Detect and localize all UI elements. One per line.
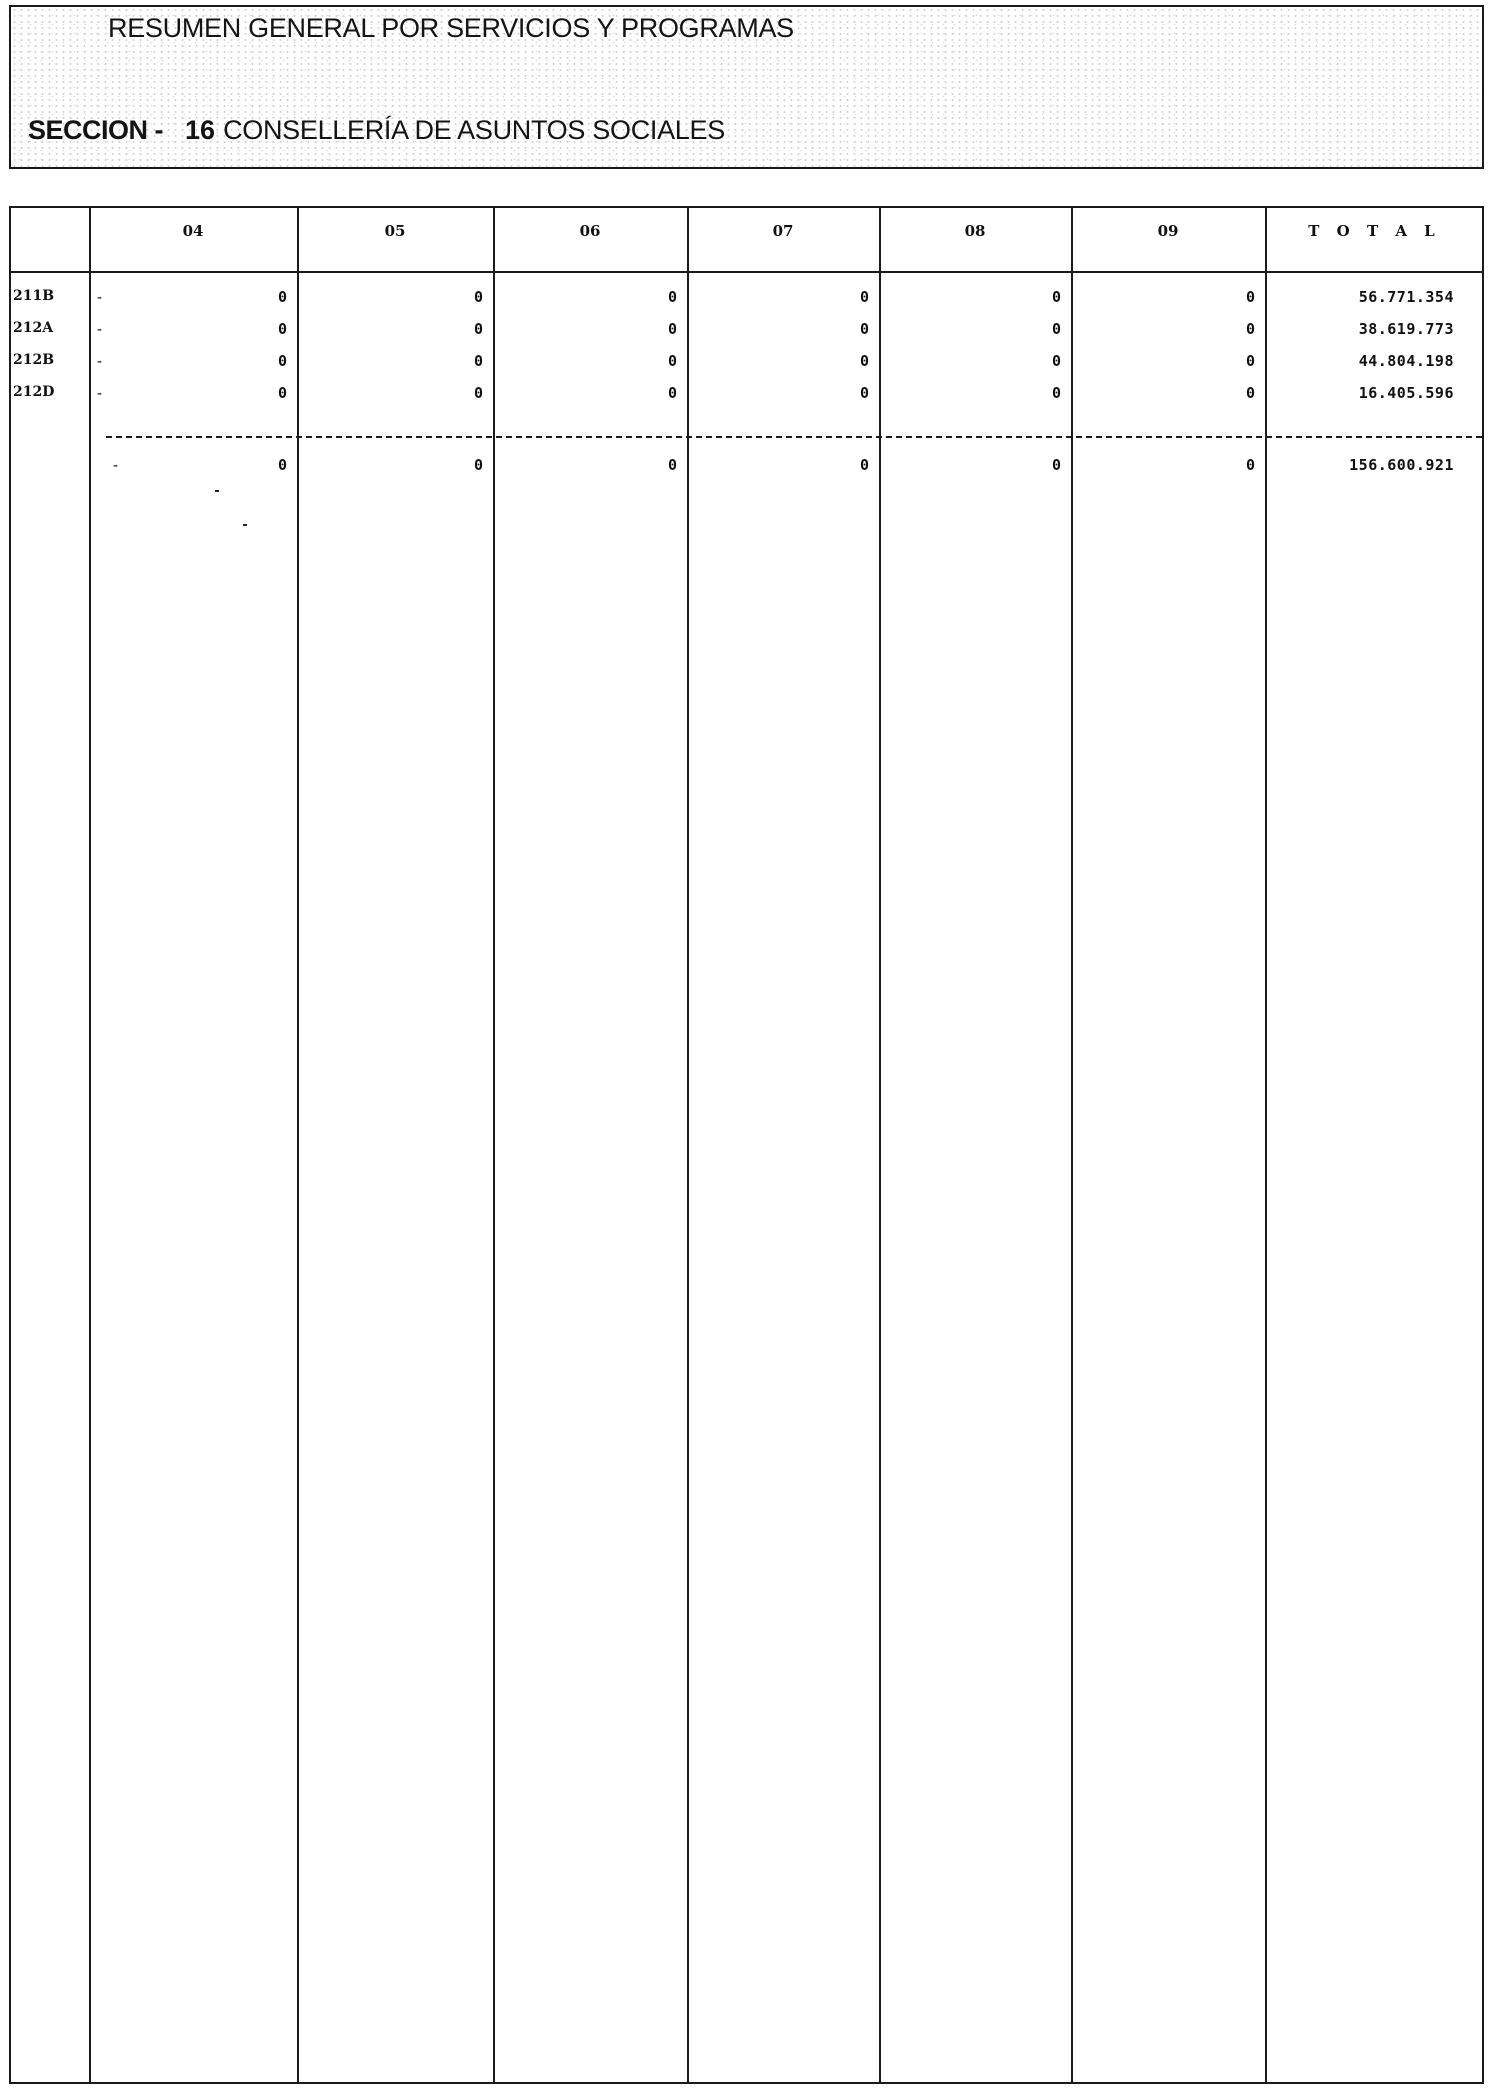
table-cell: 0 (1051, 352, 1061, 370)
table-cell: 0 (277, 384, 287, 402)
table-cell: 0 (1051, 384, 1061, 402)
stray-mark (215, 490, 219, 492)
table-cell: 0 (667, 384, 677, 402)
column-header-05: 05 (384, 222, 406, 240)
column-divider (297, 208, 299, 2082)
column-divider (879, 208, 881, 2082)
row-dash: - (95, 352, 105, 370)
summary-cell: 0 (277, 456, 287, 474)
table-cell: 0 (473, 288, 483, 306)
column-divider (1265, 208, 1267, 2082)
column-header-06: 06 (579, 222, 601, 240)
summary-cell: 0 (1245, 456, 1255, 474)
stray-mark (243, 524, 247, 526)
summary-cell: 0 (667, 456, 677, 474)
summary-cell: 0 (473, 456, 483, 474)
column-header-total: T O T A L (1308, 222, 1441, 240)
table-cell: 0 (859, 384, 869, 402)
column-header-07: 07 (772, 222, 794, 240)
section-code: 16 (185, 115, 216, 145)
summary-cell: 0 (1051, 456, 1061, 474)
row-total: 44.804.198 (1358, 352, 1454, 370)
table-cell: 0 (667, 320, 677, 338)
table-cell: 0 (1245, 352, 1255, 370)
table-cell: 0 (473, 384, 483, 402)
row-dash: - (95, 384, 105, 402)
row-code-211b: 211B (13, 288, 55, 304)
table-cell: 0 (859, 320, 869, 338)
column-divider (89, 208, 91, 2082)
table-cell: 0 (473, 320, 483, 338)
row-total: 38.619.773 (1358, 320, 1454, 338)
column-header-09: 09 (1157, 222, 1179, 240)
table-cell: 0 (1245, 320, 1255, 338)
table-cell: 0 (1245, 288, 1255, 306)
table-cell: 0 (667, 352, 677, 370)
report-header (9, 5, 1484, 169)
row-dash: - (95, 320, 105, 338)
table-cell: 0 (1245, 384, 1255, 402)
column-header-04: 04 (182, 222, 204, 240)
summary-table (9, 206, 1484, 2084)
column-divider (1071, 208, 1073, 2082)
table-cell: 0 (473, 352, 483, 370)
row-total: 56.771.354 (1358, 288, 1454, 306)
header-rule (11, 271, 1482, 273)
report-title: RESUMEN GENERAL POR SERVICIOS Y PROGRAMAS (108, 13, 794, 43)
column-header-08: 08 (964, 222, 986, 240)
table-cell: 0 (1051, 288, 1061, 306)
table-cell: 0 (667, 288, 677, 306)
column-divider (493, 208, 495, 2082)
row-total: 16.405.596 (1358, 384, 1454, 402)
row-code-212b: 212B (13, 352, 55, 368)
summary-cell: 0 (859, 456, 869, 474)
section-line (28, 115, 725, 146)
table-cell: 0 (277, 288, 287, 306)
section-label: SECCION - (28, 115, 164, 145)
row-dash: - (95, 288, 105, 306)
section-name: CONSELLERÍA DE ASUNTOS SOCIALES (223, 115, 725, 145)
row-code-212a: 212A (13, 320, 54, 336)
dashed-separator (106, 436, 1482, 438)
column-divider (687, 208, 689, 2082)
table-cell: 0 (277, 320, 287, 338)
summary-dash: - (111, 456, 121, 474)
table-cell: 0 (859, 288, 869, 306)
table-cell: 0 (1051, 320, 1061, 338)
grand-total: 156.600.921 (1349, 456, 1454, 474)
table-cell: 0 (859, 352, 869, 370)
row-code-212d: 212D (13, 384, 55, 400)
table-cell: 0 (277, 352, 287, 370)
